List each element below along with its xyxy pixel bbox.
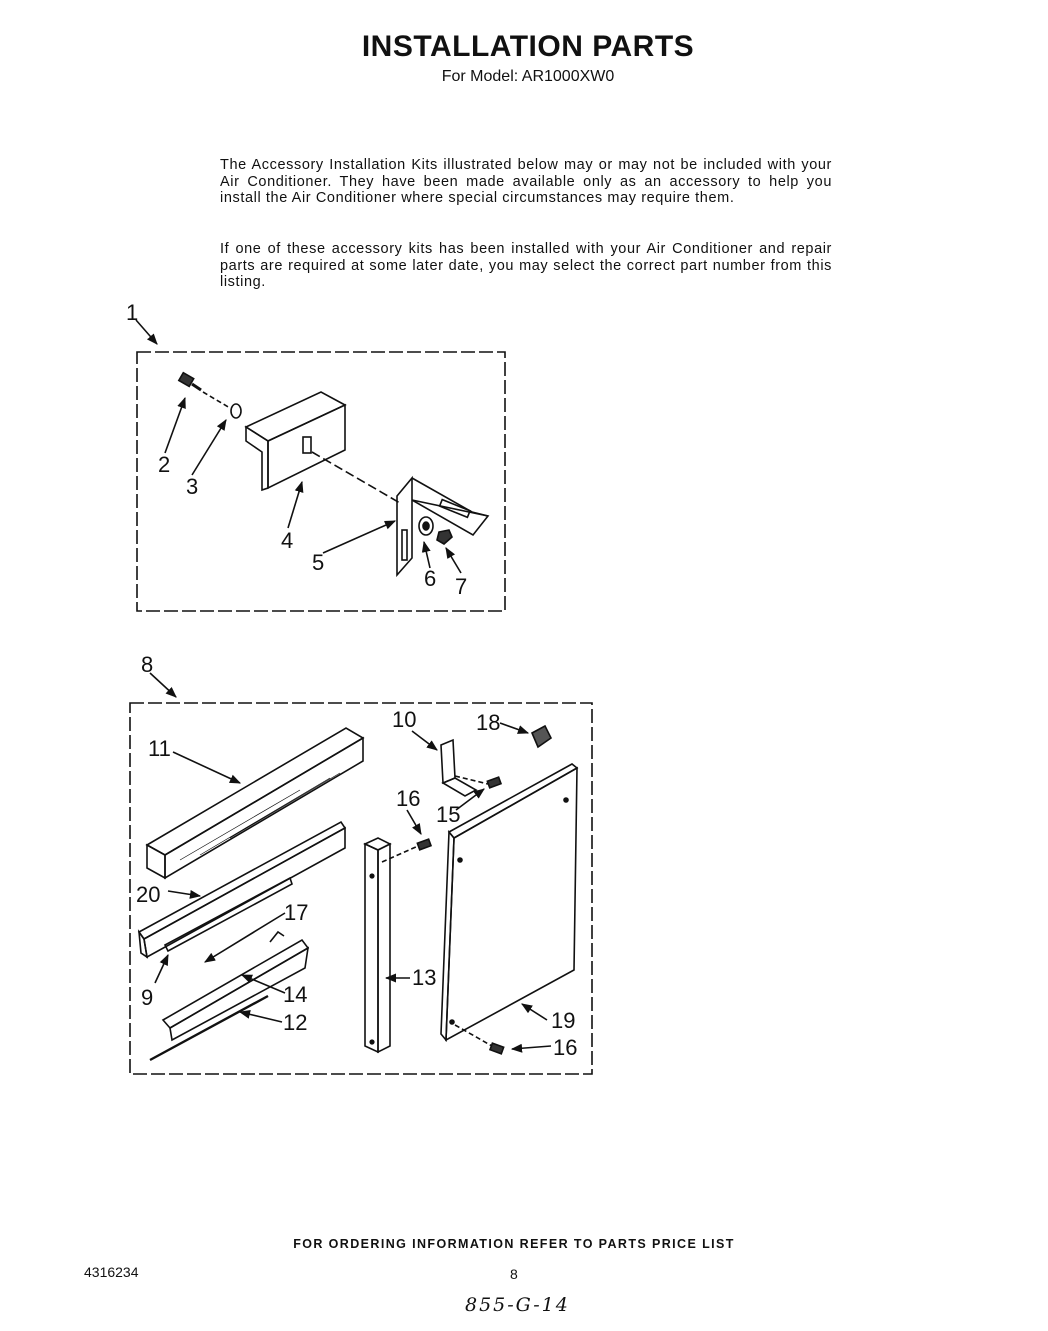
callout-11: 11 xyxy=(148,736,171,761)
handwritten-note: 855-G-14 xyxy=(465,1294,570,1316)
callout-8: 8 xyxy=(141,652,154,677)
callout-2: 2 xyxy=(158,452,171,477)
callout-3: 3 xyxy=(186,474,199,499)
bracket-part xyxy=(397,478,488,575)
callout-14: 14 xyxy=(283,982,308,1007)
nut-part xyxy=(437,530,452,544)
callout-19: 19 xyxy=(551,1008,576,1033)
page-number: 8 xyxy=(510,1266,518,1282)
intro-paragraph-1: The Accessory Installation Kits illustrated below may or may not be included with your Air Conditioner. They have been made available only as an accessory to help you install the Air Conditioner where special circumstances may require them. xyxy=(220,157,832,206)
callout-4: 4 xyxy=(281,528,294,553)
callout-15: 15 xyxy=(436,802,461,827)
callout-1: 1 xyxy=(126,300,139,325)
rod-part xyxy=(165,878,292,951)
screw-part xyxy=(417,839,431,850)
bolt-part xyxy=(179,373,201,390)
screw-part xyxy=(490,1043,504,1054)
callout-9: 9 xyxy=(141,985,154,1010)
screw-part xyxy=(487,777,501,788)
callout-13: 13 xyxy=(412,965,437,990)
intro-paragraph-2: If one of these accessory kits has been installed with your Air Conditioner and repair parts are required at some later date, you may select the correct part number from this listing. xyxy=(220,241,832,290)
callout-17: 17 xyxy=(284,900,309,925)
kit-2-frame xyxy=(130,703,592,1074)
callout-18: 18 xyxy=(476,710,501,735)
post-part xyxy=(365,838,390,1052)
ordering-note: FOR ORDERING INFORMATION REFER TO PARTS PRICE LIST xyxy=(293,1237,735,1251)
small-bracket-part xyxy=(441,740,476,796)
channel-part xyxy=(139,822,345,957)
callout-12: 12 xyxy=(283,1010,308,1035)
pad-part xyxy=(532,726,551,747)
callout-16-lower: 16 xyxy=(553,1035,578,1060)
kit-2-group xyxy=(130,673,592,1074)
callout-7: 7 xyxy=(455,574,468,599)
kit-1-callouts xyxy=(126,300,467,599)
callout-20: 20 xyxy=(136,882,161,907)
callout-6: 6 xyxy=(424,566,437,591)
callout-5: 5 xyxy=(312,550,325,575)
cover-part xyxy=(246,392,345,490)
callout-10: 10 xyxy=(392,707,417,732)
model-subtitle: For Model: AR1000XW0 xyxy=(441,68,615,85)
washer-part xyxy=(231,404,241,418)
page-title: INSTALLATION PARTS xyxy=(361,30,695,63)
callout-16-upper: 16 xyxy=(396,786,421,811)
document-number: 4316234 xyxy=(84,1264,139,1280)
